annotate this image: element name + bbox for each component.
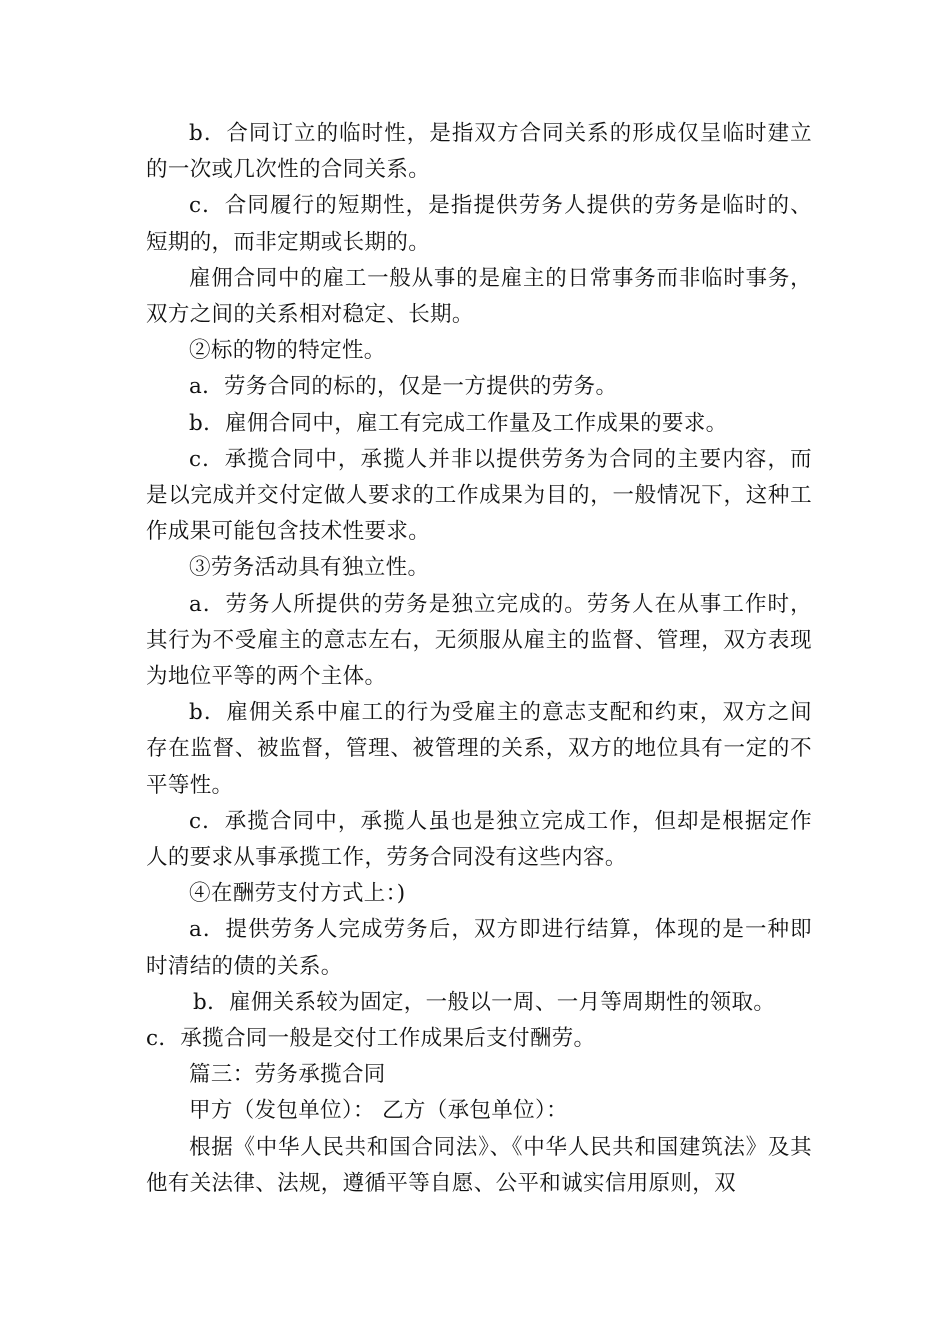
paragraph-1: b．合同订立的临时性，是指双方合同关系的形成仅呈临时建立的一次或几次性的合同关系。 — [146, 121, 812, 183]
paragraph-3: 雇佣合同中的雇工一般从事的是雇主的日常事务而非临时事务，双方之间的关系相对稳定、长期。 — [146, 265, 812, 328]
document-body — [146, 116, 812, 1202]
parties-line: 甲方（发包单位）： 乙方（承包单位）： — [189, 1098, 568, 1124]
paragraph-15: c．承揽合同一般是交付工作成果后支付酬劳。 — [146, 1026, 596, 1052]
paragraph-14: b．雇佣关系较为固定，一般以一周、一月等周期性的领取。 — [193, 989, 776, 1015]
paragraph-2: c．合同履行的短期性，是指提供劳务人提供的劳务是临时的、短期的，而非定期或长期的。 — [146, 193, 812, 255]
paragraph-18: 根据《中华人民共和国合同法》、《中华人民共和国建筑法》及其他有关法律、法规，遵循平等自愿、公平和诚实信用原则，双 — [146, 1134, 812, 1196]
paragraph-12: ④在酬劳支付方式上：) — [189, 881, 406, 907]
paragraph-8: ③劳务活动具有独立性。 — [189, 555, 430, 581]
paragraph-11: c．承揽合同中，承揽人虽也是独立完成工作，但却是根据定作人的要求从事承揽工作，劳务合同没有这些内容。 — [146, 808, 812, 871]
paragraph-9: a．劳务人所提供的劳务是独立完成的。劳务人在从事工作时，其行为不受雇主的意志左右，无须服从雇主的监督、管理，双方表现为地位平等的两个主体。 — [146, 591, 812, 690]
section-heading: 篇三：劳务承揽合同 — [189, 1062, 386, 1088]
paragraph-10: b．雇佣关系中雇工的行为受雇主的意志支配和约束，双方之间存在监督、被监督，管理、被管理的关系，双方的地位具有一定的不平等性。 — [146, 700, 812, 798]
paragraph-6: b．雇佣合同中，雇工有完成工作量及工作成果的要求。 — [189, 410, 728, 436]
paragraph-4: ②标的物的特定性。 — [189, 338, 386, 364]
paragraph-7: c．承揽合同中，承揽人并非以提供劳务为合同的主要内容，而是以完成并交付定做人要求的工作成果为目的，一般情况下，这种工作成果可能包含技术性要求。 — [146, 446, 812, 545]
paragraph-13: a．提供劳务人完成劳务后，双方即进行结算，体现的是一种即时清结的债的关系。 — [146, 917, 812, 979]
paragraph-5: a．劳务合同的标的，仅是一方提供的劳务。 — [189, 374, 618, 400]
